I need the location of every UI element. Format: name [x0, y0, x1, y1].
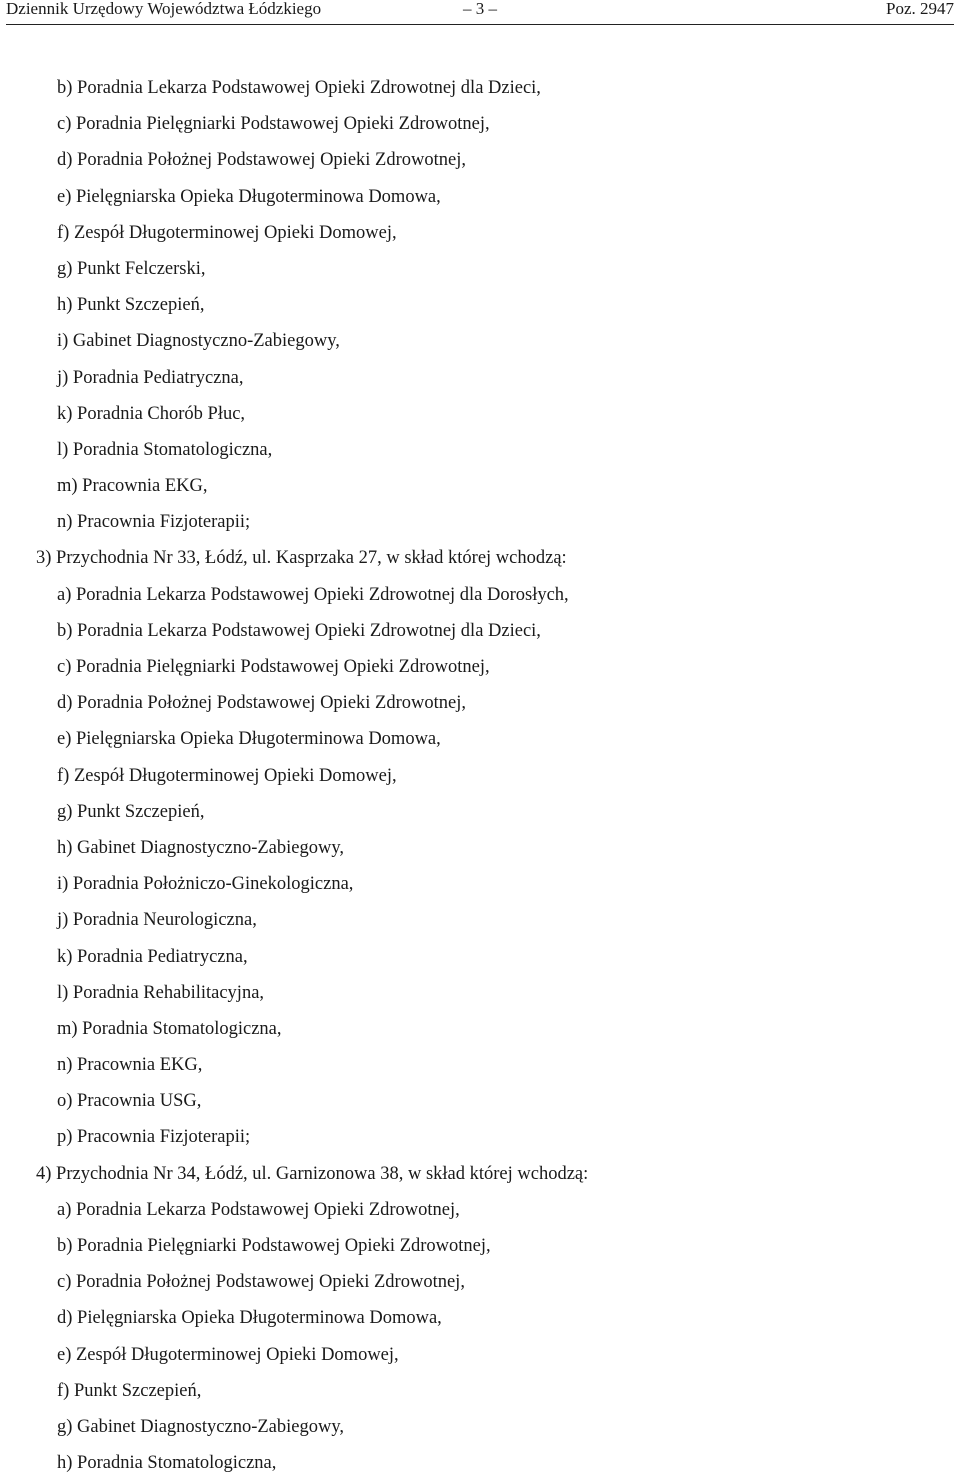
list-item: h) Punkt Szczepień,	[57, 295, 205, 316]
list-item: a) Poradnia Lekarza Podstawowej Opieki Zdrowotnej,	[57, 1199, 460, 1220]
list-item: n) Pracownia EKG,	[57, 1055, 203, 1076]
list-item: c) Poradnia Położnej Podstawowej Opieki Zdrowotnej,	[57, 1272, 465, 1293]
list-item: l) Poradnia Rehabilitacyjna,	[57, 982, 265, 1003]
list-item: i) Poradnia Położniczo-Ginekologiczna,	[57, 874, 354, 895]
list-item: p) Pracownia Fizjoterapii;	[57, 1127, 251, 1148]
list-item: d) Pielęgniarska Opieka Długoterminowa Domowa,	[57, 1308, 442, 1329]
list-item: o) Pracownia USG,	[57, 1091, 202, 1112]
list-item: f) Punkt Szczepień,	[57, 1380, 202, 1401]
page-header	[6, 0, 954, 25]
list-item: n) Pracownia Fizjoterapii;	[57, 512, 251, 533]
list-item: g) Punkt Szczepień,	[57, 801, 205, 822]
list-item: b) Poradnia Lekarza Podstawowej Opieki Zdrowotnej dla Dzieci,	[57, 78, 541, 98]
list-item: d) Poradnia Położnej Podstawowej Opieki Zdrowotnej,	[57, 693, 466, 714]
list-item: d) Poradnia Położnej Podstawowej Opieki Zdrowotnej,	[57, 150, 466, 171]
list-item: m) Poradnia Stomatologiczna,	[57, 1018, 282, 1039]
document-body	[0, 70, 960, 1481]
position-number: Poz. 2947	[886, 0, 954, 18]
list-item: f) Zespół Długoterminowej Opieki Domowej,	[57, 765, 397, 786]
list-item: e) Pielęgniarska Opieka Długoterminowa Domowa,	[57, 186, 441, 207]
list-item: g) Gabinet Diagnostyczno-Zabiegowy,	[57, 1416, 345, 1437]
list-item: j) Poradnia Pediatryczna,	[57, 367, 244, 388]
list-item: b) Poradnia Lekarza Podstawowej Opieki Zdrowotnej dla Dzieci,	[57, 620, 541, 641]
list-item: j) Poradnia Neurologiczna,	[57, 910, 257, 931]
list-item: e) Zespół Długoterminowej Opieki Domowej,	[57, 1344, 399, 1365]
list-item: h) Gabinet Diagnostyczno-Zabiegowy,	[57, 837, 345, 858]
page-number: – 3 –	[463, 0, 497, 18]
numbered-item: 4) Przychodnia Nr 34, Łódź, ul. Garnizonowa 38, w skład której wchodzą:	[36, 1163, 589, 1184]
list-item: e) Pielęgniarska Opieka Długoterminowa Domowa,	[57, 729, 441, 750]
journal-title: Dziennik Urzędowy Województwa Łódzkiego	[6, 0, 322, 18]
list-item: k) Poradnia Chorób Płuc,	[57, 403, 246, 424]
list-item: h) Poradnia Stomatologiczna,	[57, 1453, 277, 1474]
list-item: m) Pracownia EKG,	[57, 476, 208, 497]
list-item: f) Zespół Długoterminowej Opieki Domowej,	[57, 222, 397, 243]
list-item: l) Poradnia Stomatologiczna,	[57, 439, 273, 460]
list-item: a) Poradnia Lekarza Podstawowej Opieki Zdrowotnej dla Dorosłych,	[57, 584, 569, 605]
list-item: b) Poradnia Pielęgniarki Podstawowej Opieki Zdrowotnej,	[57, 1236, 491, 1256]
list-item: g) Punkt Felczerski,	[57, 258, 206, 279]
numbered-item: 3) Przychodnia Nr 33, Łódź, ul. Kasprzaka 27, w skład której wchodzą:	[36, 548, 567, 569]
list-item: i) Gabinet Diagnostyczno-Zabiegowy,	[57, 331, 340, 352]
list-item: k) Poradnia Pediatryczna,	[57, 946, 248, 967]
list-item: c) Poradnia Pielęgniarki Podstawowej Opieki Zdrowotnej,	[57, 657, 490, 677]
list-item: c) Poradnia Pielęgniarki Podstawowej Opieki Zdrowotnej,	[57, 114, 490, 135]
